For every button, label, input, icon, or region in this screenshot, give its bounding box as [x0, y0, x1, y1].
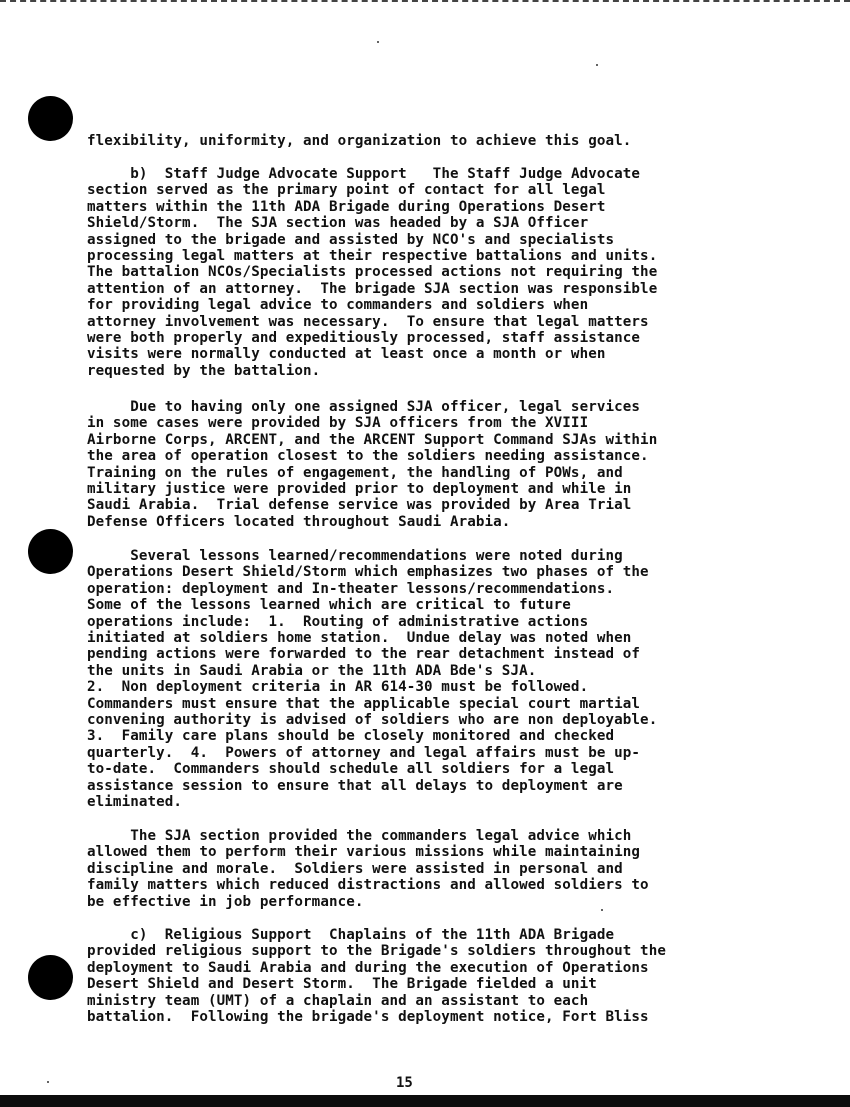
- paragraph-body: provided religious support to the Brigade's soldiers throughout the deployment to Saudi Arabia and during the execution of Operations Desert Shield and Desert Storm. The Brigade fielded a unit ministry team (UMT) of a chaplain and an assistant to each battalion. Following the brigade's deployment notice, Fort Bliss: [87, 943, 666, 1026]
- scan-speck: [47, 1081, 49, 1083]
- punch-hole-middle: [28, 529, 73, 574]
- paragraph-religious-support: [87, 927, 666, 1025]
- section-heading-sja: Staff Judge Advocate Support: [164, 166, 407, 182]
- paragraph-body: section served as the primary point of contact for all legal matters within the 11th ADA Brigade during Operations Desert Shield/Storm. The SJA section was headed by a SJA Officer assigned to the brigade and assisted by NCO's and specialists processing legal matters at their respective battalions and units. The battalion NCOs/Specialists processed actions not requiring the attention of an attorney. The brigade SJA section was responsible for providing legal advice to commanders and soldiers when attorney involvement was necessary. To ensure that legal matters were both properly and expeditiously processed, staff assistance visits were normally conducted at least once a month or when requested by the battalion.: [87, 182, 658, 379]
- heading-prefix: b): [87, 166, 165, 182]
- section-heading-religious: Religious Support: [164, 927, 312, 943]
- paragraph-legal-services: Due to having only one assigned SJA officer, legal services in some cases were provided by SJA officers from the XVIII Airborne Corps, ARCENT, and the ARCENT Support Command SJAs within the area of operation closest to the soldiers needing assistance. Training on the rules of engagement, the handling of POWs, and military justice were provided prior to deployment and while in Saudi Arabia. Trial defense service was provided by Area Trial Defense Officers located throughout Saudi Arabia.: [87, 399, 658, 530]
- punch-hole-bottom: [28, 955, 73, 1000]
- page-number: 15: [396, 1075, 413, 1091]
- scan-speck: [377, 41, 379, 43]
- paragraph-sja-advice: The SJA section provided the commanders legal advice which allowed them to perform their various missions while maintaining discipline and morale. Soldiers were assisted in personal and family matters which reduced distractions and allowed soldiers to be effective in job performance.: [87, 828, 649, 910]
- paragraph-continuation: flexibility, uniformity, and organization to achieve this goal.: [87, 133, 632, 149]
- heading-prefix: c): [87, 927, 165, 943]
- heading-suffix: The Staff Judge Advocate: [406, 166, 641, 182]
- heading-suffix: Chaplains of the 11th ADA Brigade: [311, 927, 615, 943]
- paragraph-lessons-learned: Several lessons learned/recommendations were noted during Operations Desert Shield/Storm which emphasizes two phases of the operation: deployment and In-theater lessons/recommendations. Some of the lessons learned which are critical to future operations include: 1. Routing of administrative actions initiated at soldiers home station. Undue delay was noted when pending actions were forwarded to the rear detachment instead of the units in Saudi Arabia or the 11th ADA Bde's SJA. 2. Non deployment criteria in AR 614-30 must be followed. Commanders must ensure that the applicable special court martial convening authority is advised of soldiers who are non deployable. 3. Family care plans should be closely monitored and checked quarterly. 4. Powers of attorney and legal affairs must be up- to-date. Commanders should schedule all soldiers for a legal assistance session to ensure that all delays to deployment are eliminated.: [87, 548, 658, 811]
- punch-hole-top: [28, 96, 73, 141]
- scan-top-edge: [0, 0, 850, 5]
- scan-bottom-edge: [0, 1095, 850, 1107]
- paragraph-staff-judge-advocate: [87, 166, 657, 379]
- scan-speck: [596, 64, 598, 66]
